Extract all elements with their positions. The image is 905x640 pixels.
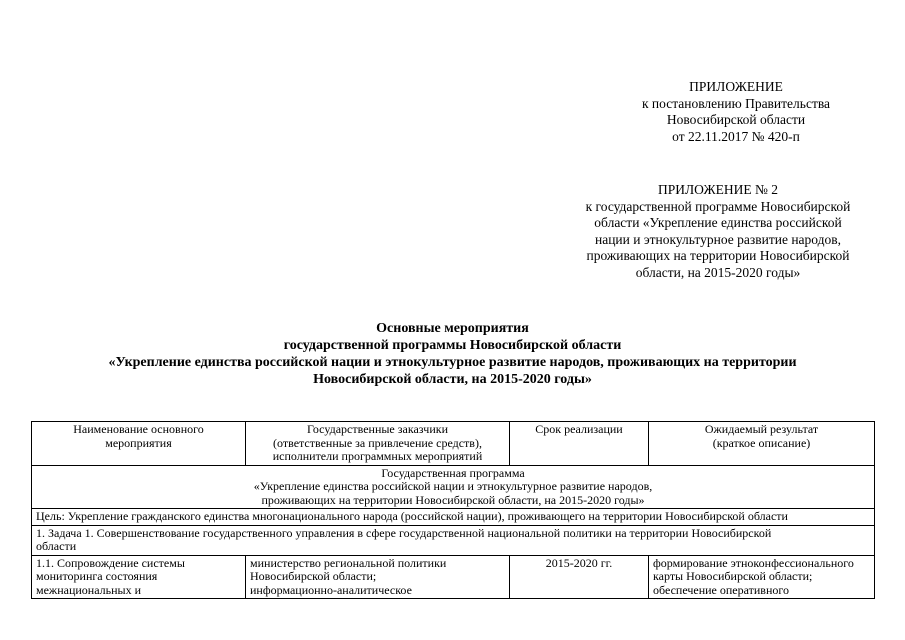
decree-appendix-line: от 22.11.2017 № 420-п bbox=[672, 128, 800, 144]
header-text: Ожидаемый результат bbox=[704, 423, 819, 436]
cell-text: информационно-аналитическое bbox=[250, 583, 412, 597]
task-text: области bbox=[36, 540, 77, 553]
header-text: (ответственные за привлечение средств), bbox=[273, 436, 482, 450]
title-line: Новосибирской области, на 2015-2020 годы» bbox=[313, 372, 592, 387]
task-text: 1. Задача 1. Совершенствование государственного управления в сфере государственной национальной политики на территории Новосибирской bbox=[36, 526, 772, 540]
cell-text: мониторинга состояния bbox=[36, 570, 158, 583]
program-text: Государственная программа bbox=[381, 466, 525, 480]
header-customers bbox=[246, 422, 510, 466]
header-text: Наименование основного bbox=[73, 423, 204, 436]
program-appendix-line: нации и этнокультурное развитие народов, bbox=[594, 231, 842, 247]
program-appendix-line: области, на 2015-2020 годы» bbox=[635, 264, 801, 280]
title-line: «Укрепление единства российской нации и этнокультурное развитие народов, проживающих на территории bbox=[108, 355, 797, 370]
cell-text: обеспечение оперативного bbox=[653, 583, 790, 597]
activity-name-cell bbox=[32, 555, 246, 599]
program-appendix-line: проживающих на территории Новосибирской bbox=[586, 248, 850, 263]
program-cell bbox=[32, 465, 875, 509]
decree-appendix-block bbox=[610, 79, 862, 145]
customers-cell bbox=[246, 555, 510, 599]
program-text: «Укрепление единства российской нации и этнокультурное развитие народов, bbox=[253, 480, 653, 493]
program-row bbox=[32, 465, 875, 509]
header-expected-result bbox=[649, 422, 875, 466]
decree-appendix-line: к постановлению Правительства bbox=[641, 95, 831, 111]
cell-text: межнациональных и bbox=[36, 583, 142, 597]
document-title bbox=[30, 320, 875, 388]
header-activity-name bbox=[32, 422, 246, 466]
title-line: Основные мероприятия bbox=[376, 321, 529, 336]
program-appendix-block bbox=[548, 182, 888, 281]
table-header-row bbox=[32, 422, 875, 466]
decree-appendix-line: Новосибирской области bbox=[666, 112, 806, 127]
header-period bbox=[510, 422, 649, 466]
period-cell: 2015-2020 гг. bbox=[510, 555, 649, 599]
cell-text: карты Новосибирской области; bbox=[653, 570, 813, 583]
title-line: государственной программы Новосибирской области bbox=[283, 338, 622, 353]
cell-text: Новосибирской области; bbox=[250, 570, 377, 583]
header-text: (краткое описание) bbox=[712, 436, 811, 450]
cell-text: министерство региональной политики bbox=[250, 556, 447, 570]
program-appendix-line: области «Укрепление единства российской bbox=[594, 215, 842, 230]
result-cell bbox=[649, 555, 875, 599]
table-row bbox=[32, 555, 875, 599]
program-appendix-line: ПРИЛОЖЕНИЕ № 2 bbox=[657, 182, 779, 197]
decree-appendix-line: ПРИЛОЖЕНИЕ bbox=[689, 79, 783, 94]
activities-table bbox=[31, 421, 875, 599]
program-appendix-line: к государственной программе Новосибирской bbox=[585, 198, 851, 214]
header-text: мероприятия bbox=[105, 436, 172, 450]
task-cell bbox=[32, 525, 875, 555]
program-text: проживающих на территории Новосибирской области, на 2015-2020 годы» bbox=[261, 493, 645, 507]
cell-text: формирование этноконфессионального bbox=[653, 556, 854, 570]
task-row bbox=[32, 525, 875, 555]
header-text: исполнители программных мероприятий bbox=[272, 450, 483, 463]
goal-row bbox=[32, 509, 875, 526]
header-text: Государственные заказчики bbox=[307, 423, 448, 436]
cell-text: 1.1. Сопровождение системы bbox=[36, 556, 185, 570]
header-text: Срок реализации bbox=[535, 423, 623, 436]
goal-cell: Цель: Укрепление гражданского единства многонационального народа (российской нации), проживающего на территории Новосибирской области bbox=[32, 509, 875, 526]
